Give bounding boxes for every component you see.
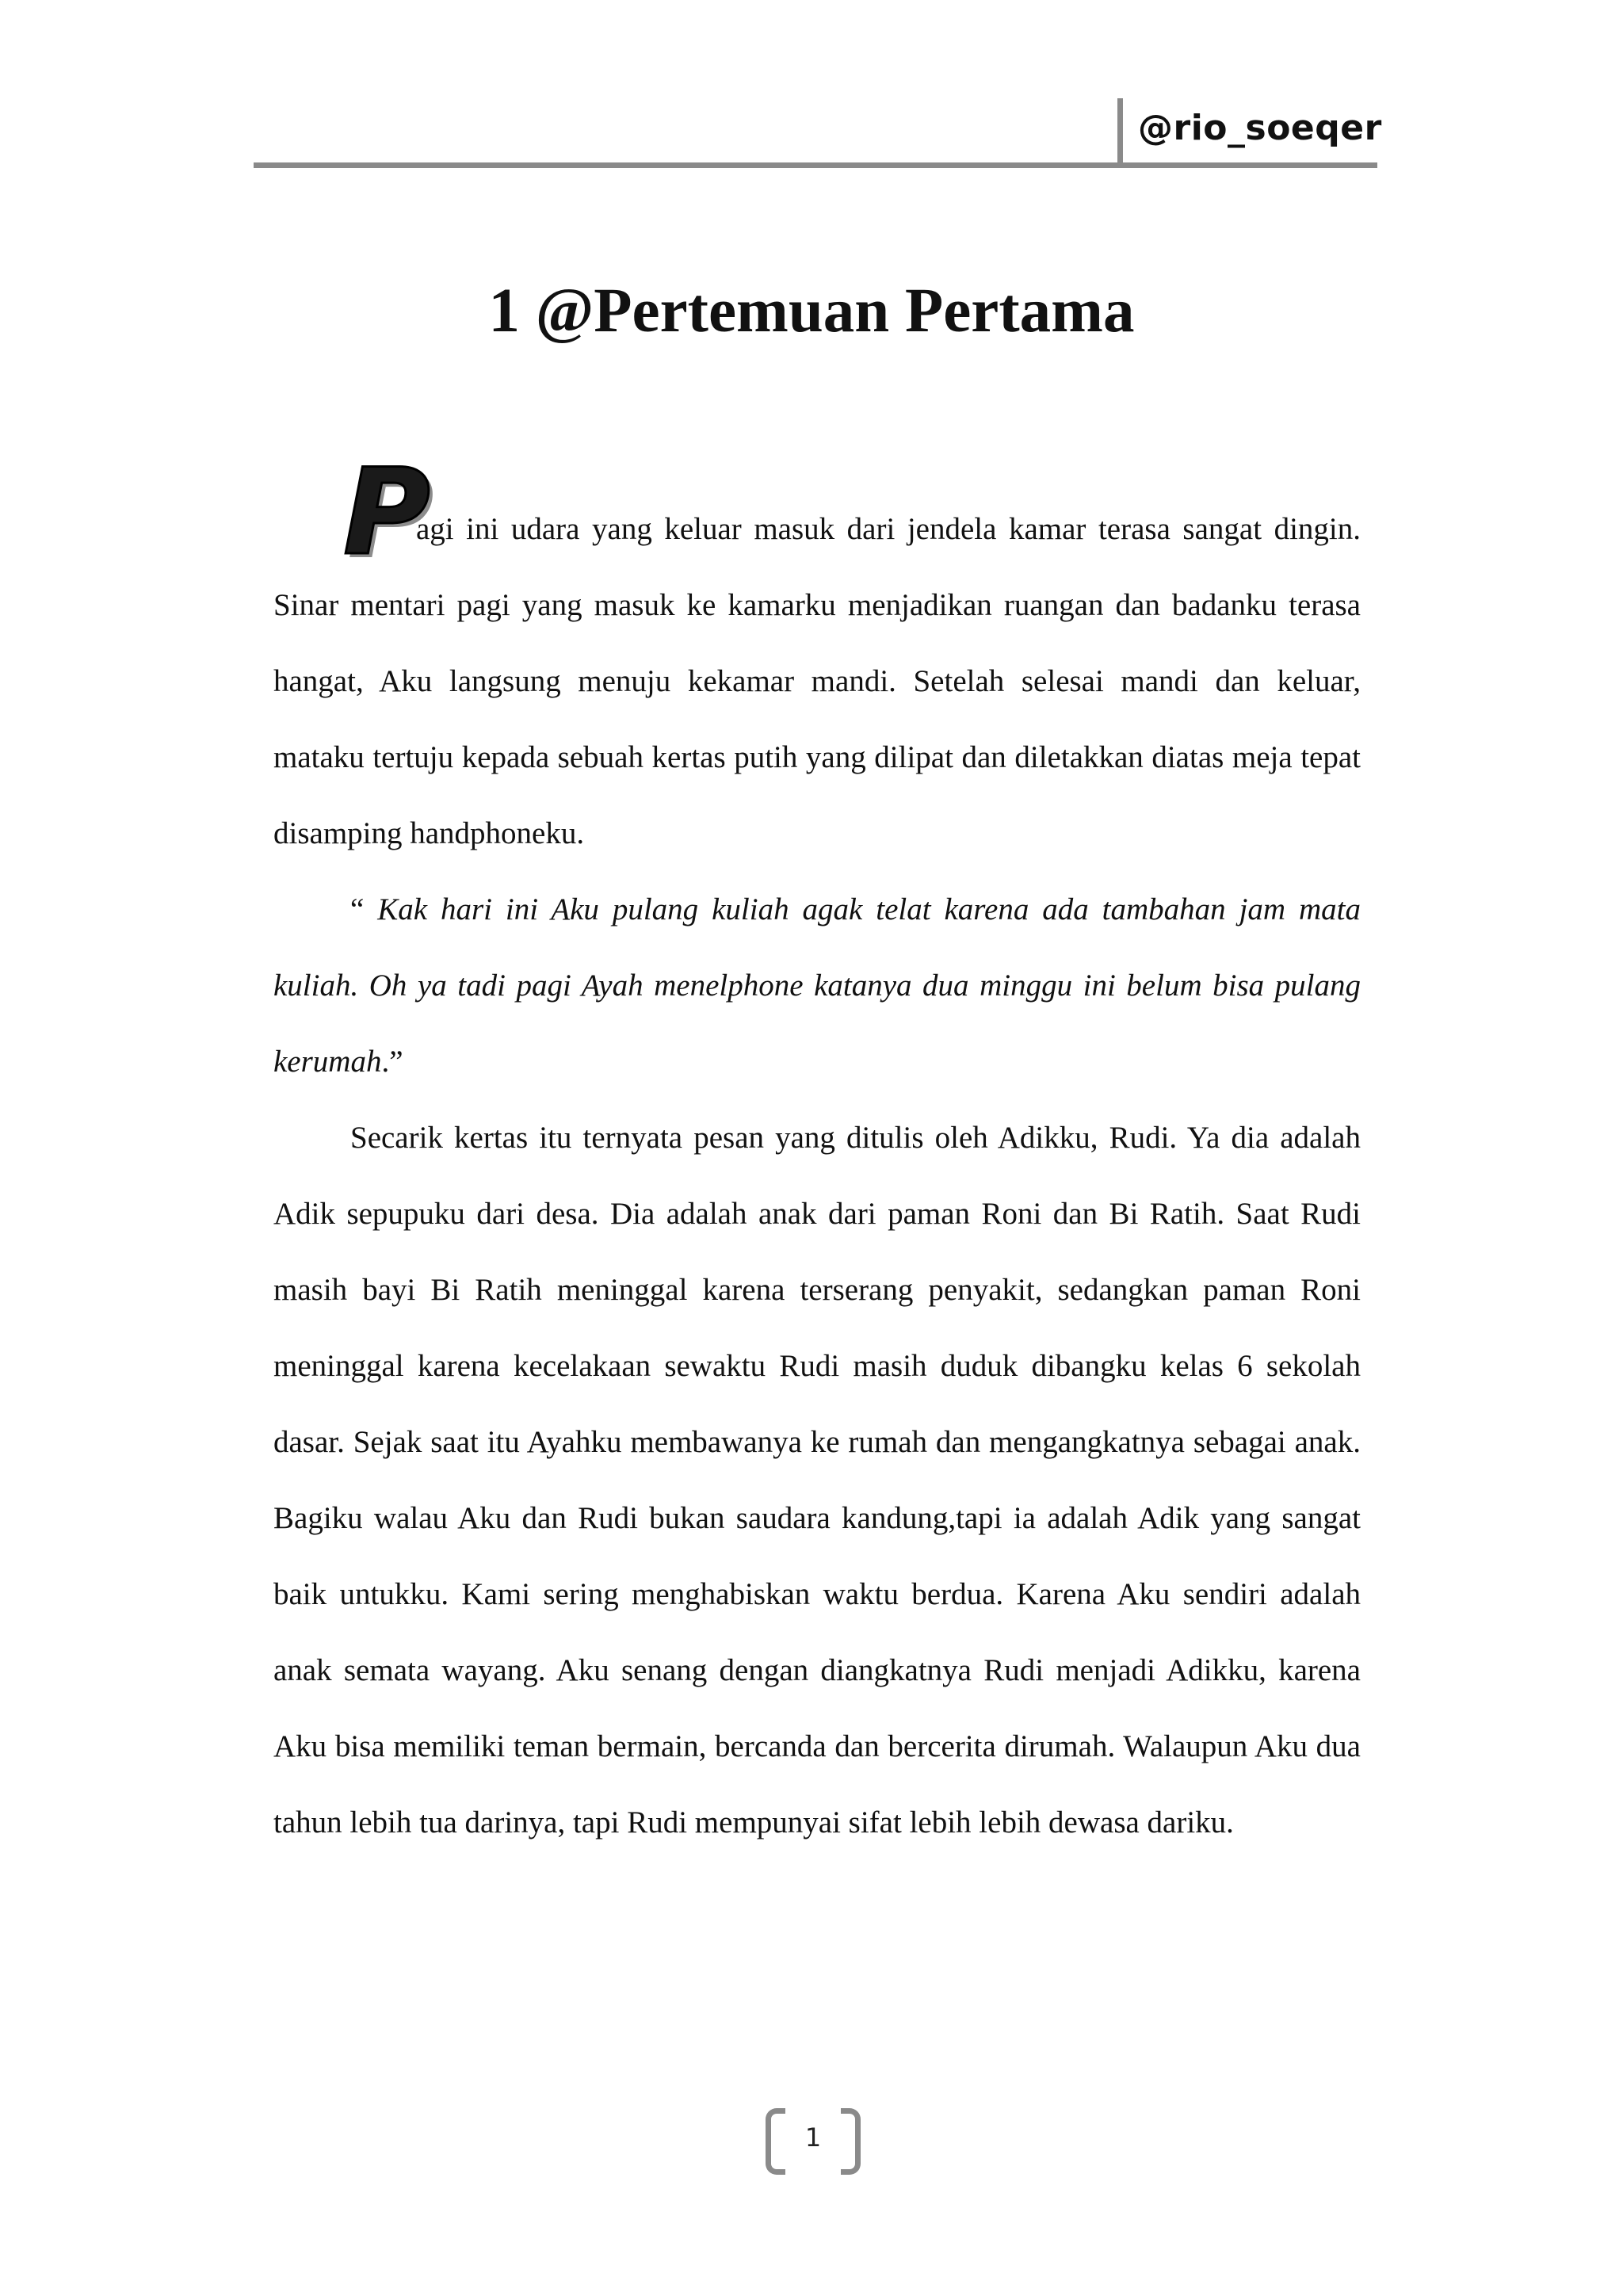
paragraph-story: Secarik kertas itu ternyata pesan yang ditulis oleh Adikku, Rudi. Ya dia adalah Adik sepupuku dari desa. Dia adalah anak dari paman Roni dan Bi Ratih. Saat Rudi masih bayi Bi Ratih meninggal karena terserang penyakit, sedangkan paman Roni meninggal karena kecelakaan sewaktu Rudi masih duduk dibangku kelas 6 sekolah dasar. Sejak saat itu Ayahku membawanya ke rumah dan mengangkatnya sebagai anak. Bagiku walau Aku dan Rudi bukan saudara kandung,tapi ia adalah Adik yang sangat baik untukku. Kami sering menghabiskan waktu berdua. Karena Aku sendiri adalah anak semata wayang. Aku senang dengan diangkatnya Rudi menjadi Adikku, karena Aku bisa memiliki teman bermain, bercanda dan bercerita dirumah. Walaupun Aku dua tahun lebih tua darinya, tapi Rudi mempunyai sifat lebih lebih dewasa dariku.: [273, 1121, 1361, 1839]
chapter-body: [273, 444, 1361, 1861]
page-number-box: [758, 2108, 869, 2172]
header-rule: [254, 162, 1377, 168]
quote-open-mark: “: [350, 892, 378, 926]
page-number: 1: [804, 2122, 822, 2153]
author-handle: @rio_soeqer: [1138, 108, 1382, 148]
opening-first-line: agi ini udara yang keluar masuk dari jendela kamar terasa sangat: [416, 512, 1262, 546]
header-vertical-bar: [1117, 98, 1123, 168]
quote-close-mark: .”: [381, 1045, 403, 1079]
drop-cap: P: [343, 444, 430, 582]
chapter-title: 1 @Pertemuan Pertama: [488, 277, 1135, 346]
paragraph-quote: [273, 872, 1361, 1100]
paragraph-opening: [273, 444, 1361, 872]
opening-rest: dingin. Sinar mentari pagi yang masuk ke kamarku menjadikan ruangan dan badanku terasa hangat, Aku langsung menuju kekamar mandi. Setelah selesai mandi dan keluar, mataku tertuju kepada sebuah kertas putih yang dilipat dan diletakkan diatas meja tepat disamping handphoneku.: [273, 512, 1361, 850]
quote-text: Kak hari ini Aku pulang kuliah agak telat karena ada tambahan jam mata kuliah. Oh ya tadi pagi Ayah menelphone katanya dua minggu ini belum bisa pulang kerumah: [273, 892, 1361, 1079]
